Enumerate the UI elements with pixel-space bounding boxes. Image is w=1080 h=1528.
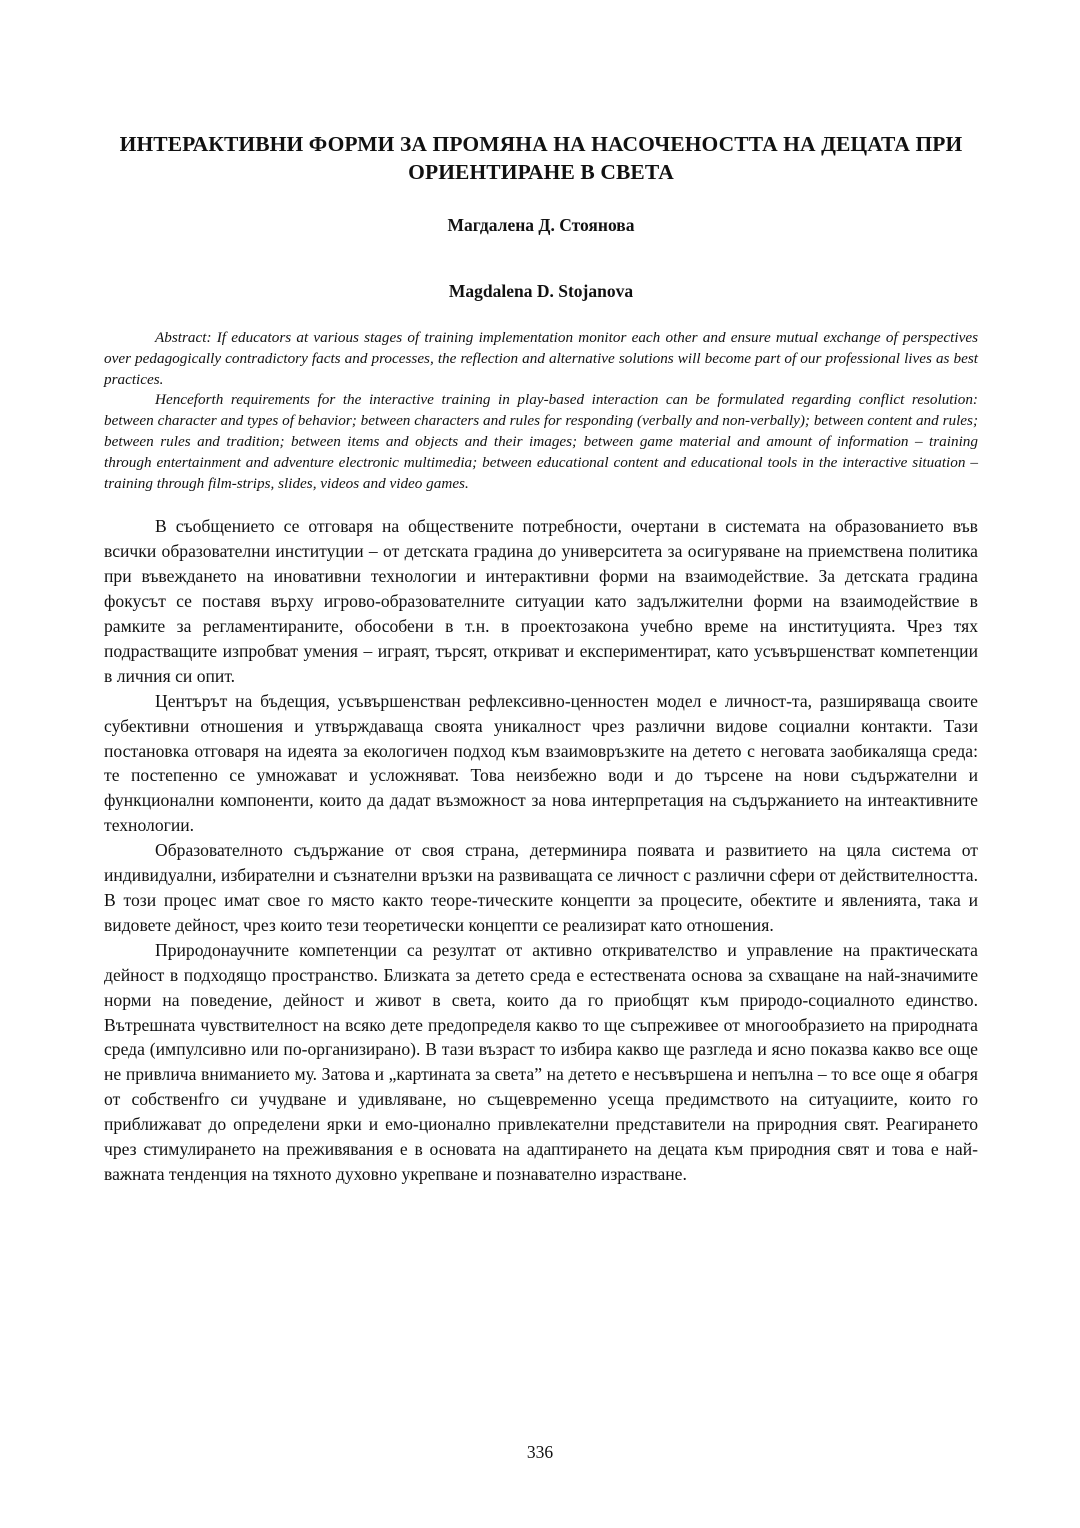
author-name-bulgarian: Магдалена Д. Стоянова — [447, 215, 635, 235]
body-paragraph: В съобщението се отговаря на обществените потребности, очертани в системата на образованието във всички образователни институции – от детската градина до университета за осигуряване на приемствена политика при въвеждането на иновативни технологии и интерактивни форми на взаимодействие. За детската градина фокусът се поставя върху игрово-образователните ситуации като задължителни форми на взаимодействие в рамките за регламентираните, обособени в т.н. в проектозакона учебно време на институцията. Чрез тях подрастващите изпробват умения – играят, търсят, откриват и експериментират, като усъвършенстват компетенции в личния си опит. — [104, 516, 978, 686]
author-name-english: Magdalena D. Stojanova — [448, 281, 634, 301]
abstract-paragraph: Henceforth requirements for the interactive training in play-based interaction can be formulated regarding conflict resolution: between character and types of behavior; between characters and rules for responding (verbally and non-verbally); between content and rules; between rules and tradition; between items and objects and their images; between game material and amount of information – training through entertainment and adventure electronic multimedia; between educational content and educational tools in the interactive situation – training through film-strips, slides, videos and video games. — [104, 391, 978, 492]
body-paragraph: Природонаучните компетенции са резултат от активно откривателство и управление на практическата дейност в подходящо пространство. Близката за детето среда е естествената основа за схващане на най-значимите норми на поведение, дейност и живот в света, които да го приобщят към природо-социалното единство. Вътрешната чувствителност на всяко дете предопределя какво то ще съпреживее от многообразието на природната среда (импулсивно или по-организирано). В тази възраст то избира какво ще разгледа и ясно показва какво все още не привлича вниманието му. Затова и „картината за света” на детето е несъвършена и непълна – то все още я обагря от собственfго си учудване и удивляване, но същевременно усеща предимството на ситуациите, които го приближават до определени ярки и емо-ционално привлекателни представители на природния свят. Реагирането чрез стимулирането на преживявания е в основата на адаптирането на децата към природния свят и това е най-важната тенденция на тяхното духовно укрепване и познавателно израстване. — [104, 939, 978, 1184]
abstract — [104, 328, 978, 494]
body-paragraph: Образователното съдържание от своя страна, детерминира появата и развитието на цяла система от индивидуални, избирателни и съзнателни връзки на развиващата се личност с различни сфери от действителността. В този процес имат свое го място както теоре-тическите концепти за процесите, обектите и явленията, така и видовете дейност, чрез които тези теоретически концепти се реализират като отношения. — [104, 840, 978, 935]
document-page — [104, 0, 978, 1187]
abstract-paragraph: Abstract: If educators at various stages of training implementation monitor each other and ensure mutual exchange of perspectives over pedagogically contradictory facts and processes, the reflection and alternative solutions will become part of our professional lives as best practices. — [104, 329, 978, 388]
page-number: 336 — [526, 1442, 554, 1462]
body-text — [104, 514, 978, 1186]
paper-title: ИНТЕРАКТИВНИ ФОРМИ ЗА ПРОМЯНА НА НАСОЧЕНОСТТА НА ДЕЦАТА ПРИ ОРИЕНТИРАНЕ В СВЕТА — [119, 132, 963, 184]
body-paragraph: Центърът на бъдещия, усъвършенстван рефлексивно-ценностен модел е личност-та, разширяваща своите субективни отношения и утвърждаваща своята уникалност чрез различни видове социални контакти. Тази постановка отговаря на идеята за екологичен подход към взаимовръзките на детето с неговата заобикаляща среда: те постепенно се умножават и усложняват. Това неизбежно води и до търсене на нови съдържателни и функционални компоненти, които да дадат възможност за нова интерпретация на съдържанието на интеактивните технологии. — [104, 690, 978, 836]
